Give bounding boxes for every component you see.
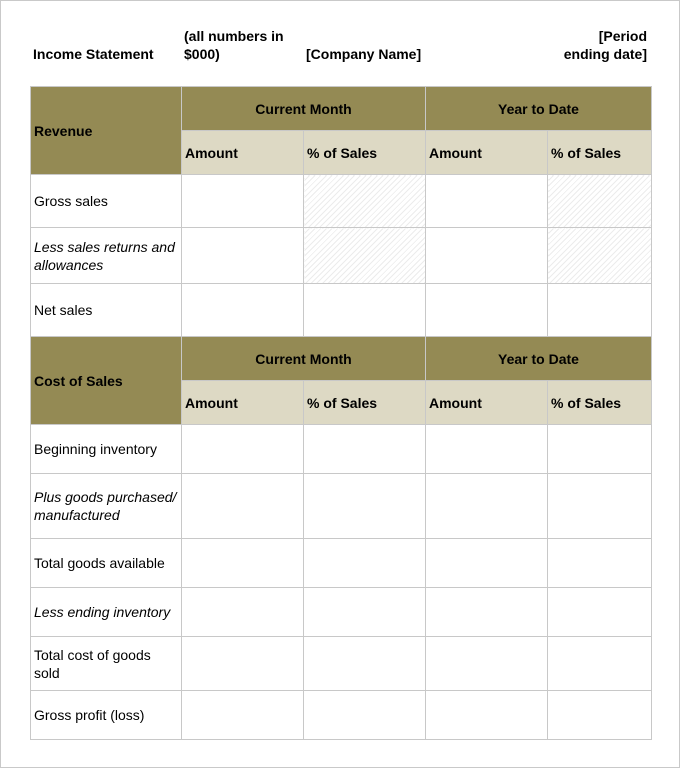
input-cell[interactable] [304,588,426,637]
input-cell[interactable] [426,691,548,740]
amount-column-header: Amount [426,131,548,175]
input-cell[interactable] [426,175,548,228]
year-to-date-header: Year to Date [426,87,652,131]
current-month-header: Current Month [182,337,426,381]
table-row [31,228,652,284]
input-cell[interactable] [182,637,304,691]
row-label: Gross sales [31,175,182,228]
table-row [31,539,652,588]
row-label: Gross profit (loss) [31,691,182,740]
input-cell[interactable] [426,637,548,691]
input-cell[interactable] [548,637,652,691]
table-row [31,425,652,474]
row-label: Net sales [31,284,182,337]
year-to-date-header: Year to Date [426,337,652,381]
table-row [31,284,652,337]
input-cell[interactable] [426,588,548,637]
cost-of-sales-section-label: Cost of Sales [31,337,182,425]
period-ending-date-placeholder: [Period ending date] [563,28,647,62]
input-cell[interactable] [548,588,652,637]
table-row [31,637,652,691]
input-cell[interactable] [426,228,548,284]
statement-title: Income Statement [33,46,154,62]
computed-cell [304,175,426,228]
row-label: Total cost of goods sold [31,637,182,691]
units-note: (all numbers in $000) [184,28,284,62]
revenue-table [30,86,652,337]
current-month-header: Current Month [182,87,426,131]
input-cell[interactable] [548,284,652,337]
input-cell[interactable] [304,691,426,740]
input-cell[interactable] [182,284,304,337]
input-cell[interactable] [304,425,426,474]
input-cell[interactable] [304,539,426,588]
company-name-placeholder: [Company Name] [306,46,422,62]
input-cell[interactable] [426,425,548,474]
table-row [31,691,652,740]
input-cell[interactable] [548,474,652,539]
input-cell[interactable] [182,588,304,637]
row-label: Total goods available [31,539,182,588]
amount-column-header: Amount [426,381,548,425]
percent-of-sales-column-header: % of Sales [548,131,652,175]
input-cell[interactable] [548,691,652,740]
row-label: Less ending inventory [31,588,182,637]
computed-cell [548,175,652,228]
row-label: Less sales returns and allowances [31,228,182,284]
input-cell[interactable] [548,425,652,474]
cost-of-sales-table [30,336,652,740]
amount-column-header: Amount [182,131,304,175]
computed-cell [304,228,426,284]
input-cell[interactable] [182,539,304,588]
row-label: Beginning inventory [31,425,182,474]
input-cell[interactable] [304,284,426,337]
percent-of-sales-column-header: % of Sales [304,381,426,425]
input-cell[interactable] [426,284,548,337]
input-cell[interactable] [182,228,304,284]
input-cell[interactable] [548,539,652,588]
input-cell[interactable] [426,474,548,539]
input-cell[interactable] [182,691,304,740]
table-row [31,474,652,539]
input-cell[interactable] [182,474,304,539]
percent-of-sales-column-header: % of Sales [548,381,652,425]
revenue-section-label: Revenue [31,87,182,175]
row-label: Plus goods purchased/manufactured [31,474,182,539]
table-row [31,175,652,228]
input-cell[interactable] [304,474,426,539]
input-cell[interactable] [426,539,548,588]
input-cell[interactable] [304,637,426,691]
table-row [31,588,652,637]
input-cell[interactable] [182,425,304,474]
input-cell[interactable] [182,175,304,228]
percent-of-sales-column-header: % of Sales [304,131,426,175]
amount-column-header: Amount [182,381,304,425]
computed-cell [548,228,652,284]
